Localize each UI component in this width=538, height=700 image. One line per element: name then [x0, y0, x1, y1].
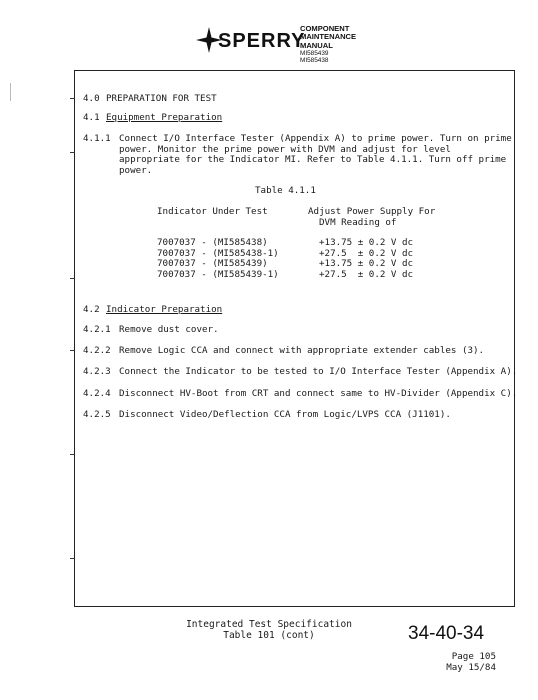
scan-mark	[10, 83, 11, 101]
step-number: 4.2.1	[83, 324, 111, 335]
section-title: PREPARATION FOR TEST	[106, 93, 217, 104]
paragraph-line: appropriate for the Indicator MI. Refer to Table 4.1.1. Turn off prime	[119, 154, 507, 165]
table-cell-reading: +13.75 ± 0.2 V dc	[319, 258, 414, 269]
table-cell-reading: +27.5 ± 0.2 V dc	[319, 268, 414, 280]
section-number: 4.1	[83, 112, 100, 123]
table-column-header: Adjust Power Supply For	[308, 206, 436, 217]
table-cell-indicator: 7007037 - (MI585439)	[157, 258, 268, 269]
header-line-component: COMPONENT	[300, 24, 350, 33]
step-number: 4.2.5	[83, 409, 111, 420]
section-number: 4.2	[83, 304, 100, 315]
margin-tick	[70, 278, 75, 279]
paragraph-line: power.	[119, 164, 153, 176]
paragraph-line: Connect I/O Interface Tester (Appendix A) to prime power. Turn on prime	[119, 133, 512, 144]
step-number: 4.1.1	[83, 133, 111, 144]
header-line-maintenance: MAINTENANCE	[300, 32, 357, 42]
table-cell-indicator: 7007037 - (MI585438-1)	[157, 247, 279, 259]
manual-header	[300, 25, 356, 64]
revision-date: May 15/84	[446, 661, 496, 673]
table-column-header: DVM Reading of	[319, 216, 397, 228]
margin-tick	[70, 350, 75, 351]
section-title: Indicator Preparation	[106, 304, 223, 315]
ata-chapter-number: 34-40-34	[408, 623, 485, 644]
page-info	[446, 652, 496, 673]
paragraph-line: power. Monitor the prime power with DVM and adjust for level	[119, 143, 451, 155]
step-text: Remove Logic CCA and connect with appropriate extender cables (3).	[119, 345, 485, 356]
header-part-number: MI585438	[300, 57, 329, 65]
step-number: 4.2.4	[83, 388, 111, 399]
page-number: Page 105	[451, 651, 496, 662]
footer-spec-table: Table 101 (cont)	[223, 629, 315, 641]
margin-tick	[70, 558, 75, 559]
table-cell-reading: +13.75 ± 0.2 V dc	[319, 237, 414, 248]
step-text: Connect the Indicator to be tested to I/O Interface Tester (Appendix A).	[119, 366, 518, 377]
section-number: 4.0	[83, 93, 100, 104]
table-cell-indicator: 7007037 - (MI585439-1)	[157, 268, 279, 280]
table-cell-indicator: 7007037 - (MI585438)	[157, 237, 268, 248]
margin-tick	[70, 152, 75, 153]
table-title: Table 4.1.1	[255, 185, 316, 196]
section-title: Equipment Preparation	[106, 112, 223, 123]
margin-tick	[70, 454, 75, 455]
step-number: 4.2.2	[83, 345, 111, 356]
header-part-number: MI585439	[300, 49, 329, 57]
step-number: 4.2.3	[83, 366, 111, 377]
sperry-logo-text: SPERRY	[218, 30, 306, 52]
table-column-header: Indicator Under Test	[157, 206, 268, 217]
margin-tick	[70, 98, 75, 99]
footer-spec-title: Integrated Test Specification	[186, 619, 352, 630]
header-line-manual: MANUAL	[300, 40, 333, 50]
step-text: Remove dust cover.	[119, 324, 219, 335]
step-text: Disconnect HV-Boot from CRT and connect same to HV-Divider (Appendix C).	[119, 388, 518, 399]
table-cell-reading: +27.5 ± 0.2 V dc	[319, 247, 414, 259]
step-text: Disconnect Video/Deflection CCA from Logic/LVPS CCA (J1101).	[119, 409, 451, 420]
